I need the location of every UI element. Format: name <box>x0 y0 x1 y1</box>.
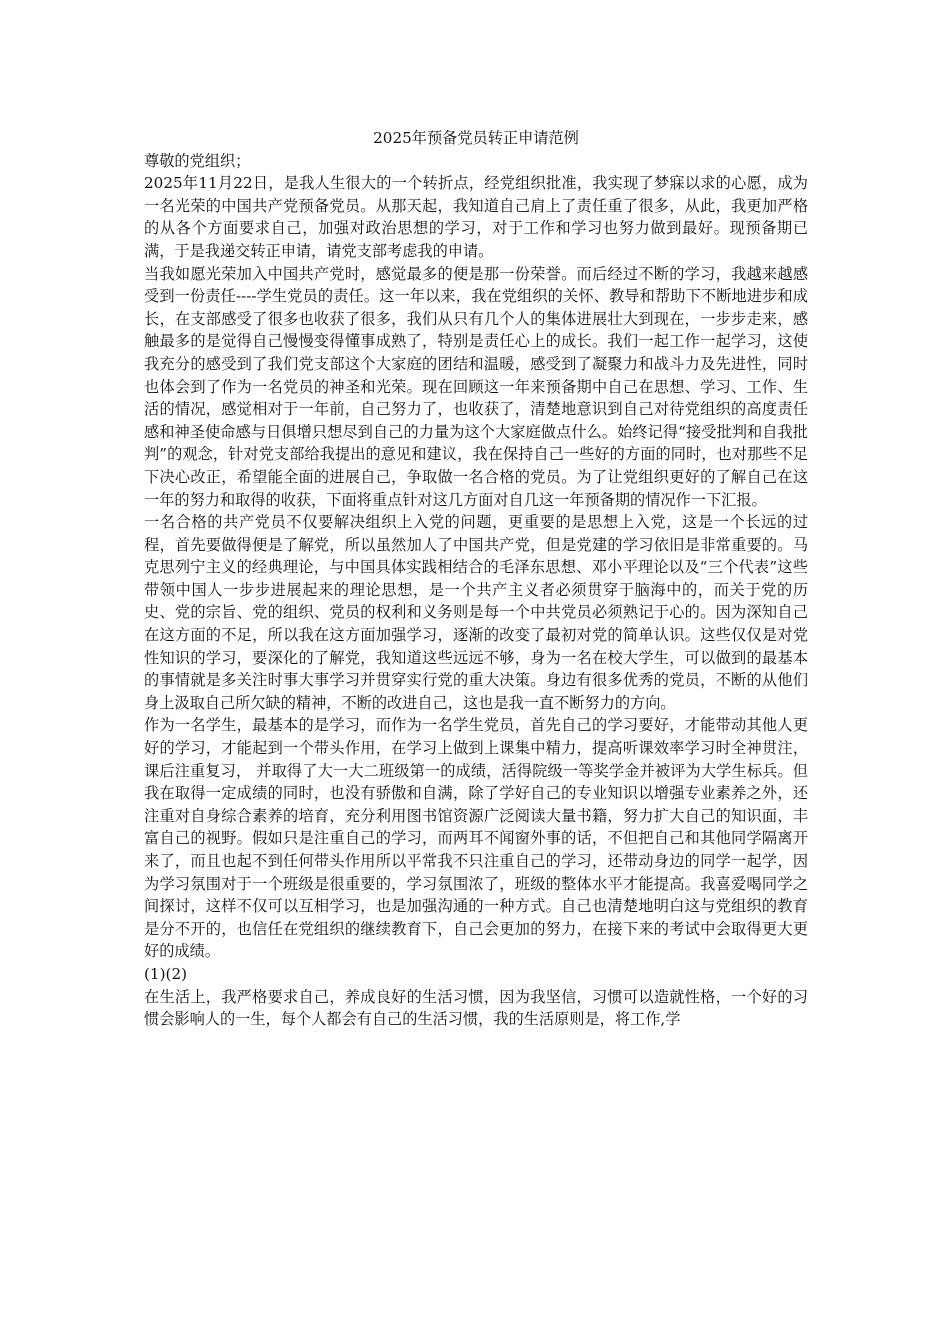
paragraph: 2025年11月22日，是我人生很大的一个转折点，经党组织批准，我实现了梦寐以求的心愿，成为一名光荣的中国共产党预备党员。从那天起，我知道自己肩上了责任重了很多，从此，我更加严格的从各个方面要求自己，加强对政治思想的学习，对于工作和学习也努力做到最好。现预备期已满，于是我递交转正申请，请党支部考虑我的申请。 <box>144 174 808 260</box>
paragraph: 当我如愿光荣加入中国共产党时，感觉最多的便是那一份荣誉。而后经过不断的学习，我越来越感受到一份责任----学生党员的责任。这一年以来，我在党组织的关怀、教导和帮助下不断地进步和成长，在支部感受了很多也收获了很多，我们从只有几个人的集体进展壮大到现在，一步步走来，感触最多的是觉得自己慢慢变得懂事成熟了，特别是责任心上的成长。我们一起工作一起学习，这使我充分的感受到了我们党支部这个大家庭的团结和温暖，感受到了凝聚力和战斗力及先进性，同时也体会到了作为一名党员的神圣和光荣。现在回顾这一年来预备期中自己在思想、学习、工作、生活的情况，感觉相对于一年前，自己努力了，也收获了，清楚地意识到自己对待党组织的高度责任感和神圣使命感与日俱增只想尽到自己的力量为这个大家庭做点什么。始终记得“接受批判和自我批判”的观念，针对党支部给我提出的意见和建议，我在保持自己一些好的方面的同时，也对那些不足下决心改正，希望能全面的进展自己，争取做一名合格的党员。为了让党组织更好的了解自己在这一年的努力和取得的收获，下面将重点针对这几方面对自几这一年预备期的情况作一下汇报。 <box>144 264 808 509</box>
document-title: 2025年预备党员转正申请范例 <box>373 129 579 147</box>
salutation: 尊敬的党组织； <box>144 151 251 170</box>
paragraph: 在生活上，我严格要求自己，养成良好的生活习惯，因为我坚信，习惯可以造就性格，一个好的习惯会影响人的一生，每个人都会有自己的生活习惯，我的生活原则是，将工作,学 <box>144 987 808 1029</box>
paragraph: (1)(2) <box>144 964 188 983</box>
paragraph: 作为一名学生，最基本的是学习，而作为一名学生党员，首先自己的学习要好，才能带动其他人更好的学习，才能起到一个带头作用，在学习上做到上课集中精力，提高听课效率学习时全神贯注，课后注重复习， 并取得了大一大二班级第一的成绩，活得院级一等奖学金并被评为大学生标兵。但我在取得一定成绩的同时，也没有骄傲和自满，除了学好自己的专业知识以增强专业素养之外，还注重对自身综合素养的培育，充分利用图书馆资源广泛阅读大量书籍，努力扩大自己的知识面，丰富自己的视野。假如只是注重自己的学习，而两耳不闻窗外事的话，不但把自己和其他同学隔离开来了，而且也起不到任何带头作用所以平常我不只注重自己的学习，还带动身边的同学一起学，因为学习氛围对于一个班级是很重要的，学习氛围浓了，班级的整体水平才能提高。我喜爱喝同学之间探讨，这样不仅可以互相学习，也是加强沟通的一种方式。自己也清楚地明白这与党组织的教育是分不开的，也信任在党组织的继续教育下，自己会更加的努力，在接下来的考试中会取得更大更好的成绩。 <box>144 716 808 961</box>
document-body <box>144 127 808 1031</box>
paragraph: 一名合格的共产党员不仅要解决组织上入党的问题，更重要的是思想上入党，这是一个长远的过程，首先要做得便是了解党，所以虽然加人了中国共产党，但是党建的学习依旧是非常重要的。马克思列宁主义的经典理论，与中国具体实践相结合的毛泽东思想、邓小平理论以及“三个代表”这些带领中国人一步步进展起来的理论思想，是一个共产主义者必须贯穿于脑海中的，而关于党的历史、党的宗旨、党的组织、党员的权利和义务则是每一个中共党员必须熟记于心的。因为深知自己在这方面的不足，所以我在这方面加强学习，逐渐的改变了最初对党的简单认识。这些仅仅是对党性知识的学习，要深化的了解党，我知道这些远远不够，身为一名在校大学生，可以做到的最基本的事情就是多关注时事大事学习并贯穿实行党的重大决策。身边有很多优秀的党员，不断的从他们身上汲取自己所欠缺的精神，不断的改进自己，这也是我一直不断努力的方向。 <box>144 513 808 712</box>
